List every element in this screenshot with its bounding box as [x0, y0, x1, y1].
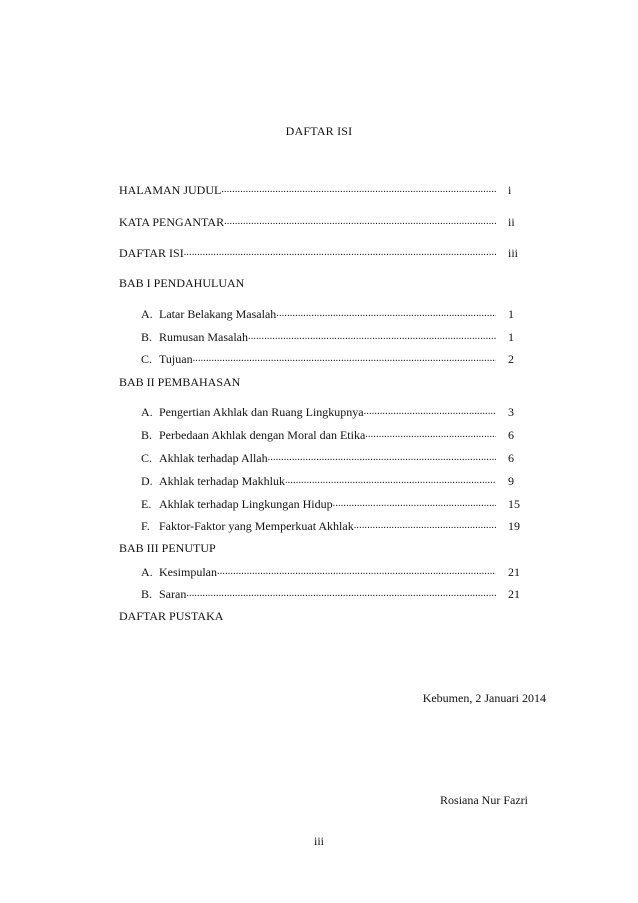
toc-entry-page: 6	[508, 451, 514, 465]
subentry-label: Kesimpulan	[159, 565, 217, 579]
toc-entry-halaman-judul	[119, 182, 496, 198]
toc-subentry	[141, 496, 496, 512]
dot-leader	[285, 473, 496, 489]
dot-leader	[364, 404, 496, 420]
subentry-label: Faktor-Faktor yang Memperkuat Akhlak	[159, 519, 354, 533]
toc-subentry	[141, 450, 496, 466]
toc-entry-label: HALAMAN JUDUL	[119, 183, 222, 197]
subentry-letter: C.	[141, 352, 153, 366]
toc-entry-kata-pengantar	[119, 214, 496, 230]
subentry-label: Pengertian Akhlak dan Ruang Lingkupnya	[159, 405, 364, 419]
subentry-letter: B.	[141, 587, 153, 601]
subentry-letter: C.	[141, 451, 153, 465]
toc-subentry	[141, 306, 496, 322]
toc-entry-daftar-isi	[119, 245, 496, 261]
toc-entry-page: 6	[508, 428, 514, 442]
subentry-letter: D.	[141, 474, 153, 488]
toc-entry-page: ii	[508, 215, 515, 229]
subentry-label: Akhlak terhadap Allah	[159, 451, 268, 465]
subentry-label: Latar Belakang Masalah	[159, 307, 277, 321]
subentry-label: Saran	[159, 587, 187, 601]
toc-entry-page: 1	[508, 330, 514, 344]
subentry-letter: A.	[141, 405, 153, 419]
author-name: Rosiana Nur Fazri	[440, 793, 528, 807]
subentry-letter: A.	[141, 565, 153, 579]
page-title: DAFTAR ISI	[285, 124, 353, 138]
dot-leader	[248, 329, 496, 345]
toc-entry-page: 3	[508, 405, 514, 419]
dot-leader	[333, 496, 496, 512]
toc-subentry	[141, 518, 496, 534]
toc-entry-page: iii	[508, 246, 519, 260]
place-date: Kebumen, 2 Januari 2014	[422, 691, 546, 705]
chapter-heading-bab-2: BAB II PEMBAHASAN	[119, 375, 241, 389]
subentry-letter: E.	[141, 497, 152, 511]
toc-entry-page: 19	[508, 519, 520, 533]
dot-leader	[217, 564, 496, 580]
dot-leader	[224, 214, 496, 230]
toc-subentry	[141, 404, 496, 420]
bibliography-heading: DAFTAR PUSTAKA	[119, 609, 224, 623]
chapter-heading-bab-1: BAB I PENDAHULUAN	[119, 276, 245, 290]
subentry-label: Akhlak terhadap Lingkungan Hidup	[159, 497, 333, 511]
toc-entry-page: 2	[508, 352, 514, 366]
toc-entry-page: 15	[508, 497, 520, 511]
toc-entry-page: 21	[508, 565, 520, 579]
toc-subentry	[141, 586, 496, 602]
toc-subentry	[141, 351, 496, 367]
dot-leader	[268, 450, 496, 466]
chapter-heading-bab-3: BAB III PENUTUP	[119, 541, 216, 555]
subentry-label: Tujuan	[159, 352, 193, 366]
subentry-letter: B.	[141, 330, 153, 344]
subentry-label: Akhlak terhadap Makhluk	[159, 474, 285, 488]
subentry-label: Rumusan Masalah	[159, 330, 248, 344]
toc-subentry	[141, 564, 496, 580]
toc-entry-page: 21	[508, 587, 520, 601]
dot-leader	[221, 182, 496, 198]
dot-leader	[186, 586, 496, 602]
toc-entry-page: 1	[508, 307, 514, 321]
page-number: iii	[313, 834, 324, 848]
dot-leader	[276, 306, 496, 322]
subentry-letter: A.	[141, 307, 153, 321]
toc-entry-label: DAFTAR ISI	[119, 246, 184, 260]
dot-leader	[354, 518, 496, 534]
toc-entry-label: KATA PENGANTAR	[119, 215, 225, 229]
toc-entry-page: i	[508, 183, 512, 197]
subentry-letter: F.	[141, 519, 150, 533]
dot-leader	[365, 427, 496, 443]
subentry-letter: B.	[141, 428, 153, 442]
dot-leader	[193, 351, 496, 367]
toc-entry-page: 9	[508, 474, 514, 488]
subentry-label: Perbedaan Akhlak dengan Moral dan Etika	[159, 428, 366, 442]
dot-leader	[184, 245, 496, 261]
toc-subentry	[141, 427, 496, 443]
toc-subentry	[141, 329, 496, 345]
toc-subentry	[141, 473, 496, 489]
